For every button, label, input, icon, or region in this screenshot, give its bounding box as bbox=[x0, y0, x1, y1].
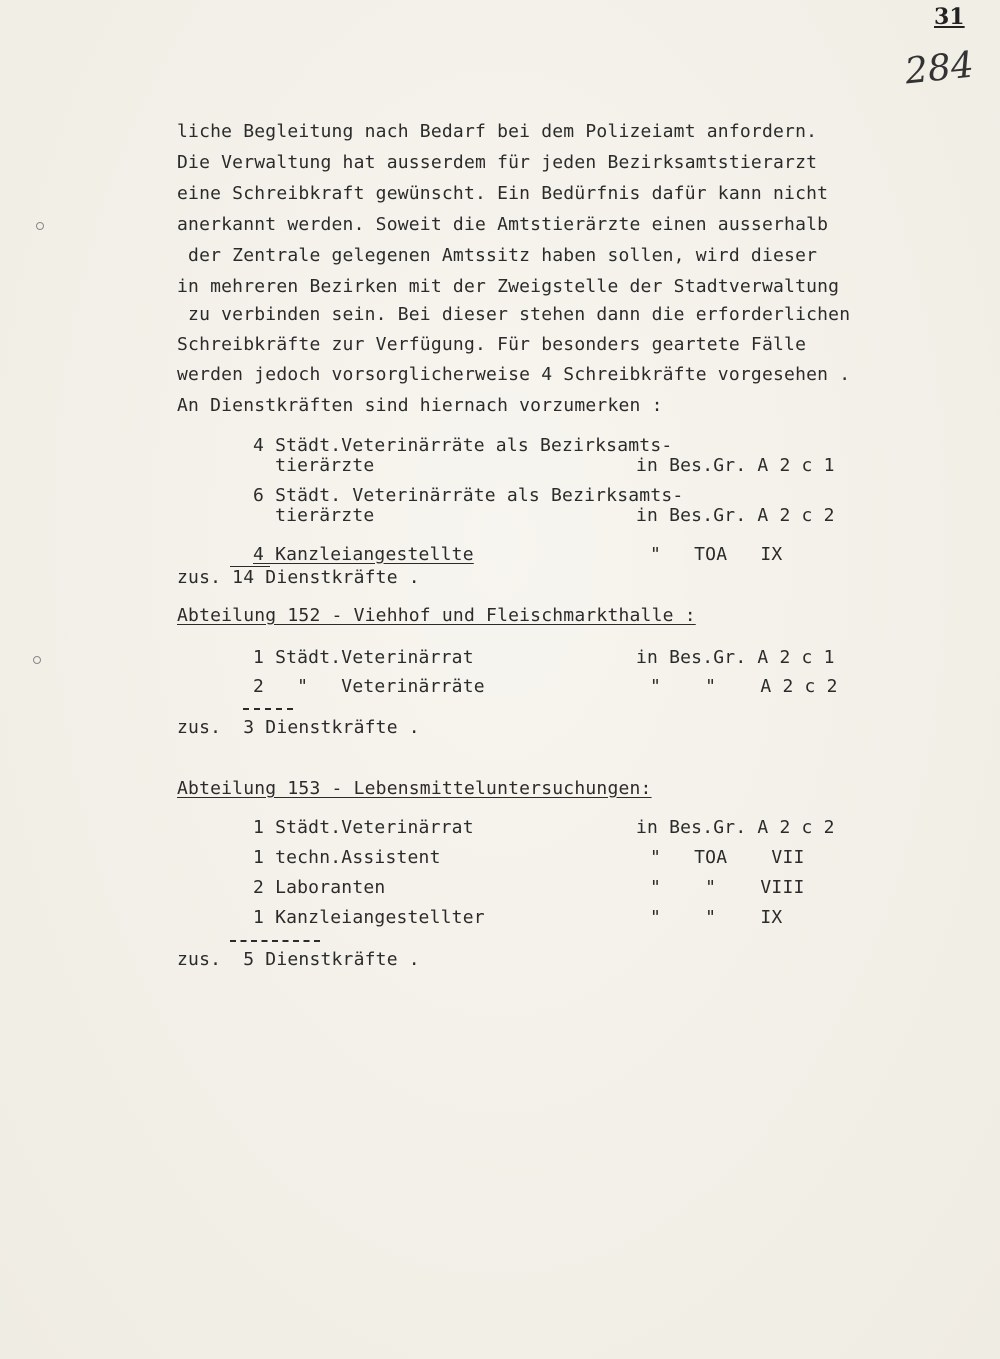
staff-row-grade: " " IX bbox=[650, 907, 783, 928]
staff-row-grade: " TOA VII bbox=[650, 847, 805, 868]
sum-rule bbox=[243, 708, 293, 710]
staff-row-grade: in Bes.Gr. A 2 c 1 bbox=[636, 455, 835, 476]
staff-row-line: 2 Laboranten bbox=[253, 877, 386, 898]
staff-row-line: 1 Kanzleiangestellter bbox=[253, 907, 485, 928]
staff-row-grade: " " VIII bbox=[650, 877, 805, 898]
paragraph-line: werden jedoch vorsorglicherweise 4 Schreibkräfte vorgesehen . bbox=[177, 364, 851, 385]
paragraph-line: Schreibkräfte zur Verfügung. Für besonders geartete Fälle bbox=[177, 334, 807, 355]
margin-mark bbox=[36, 222, 44, 230]
section-total: zus. 5 Dienstkräfte . bbox=[177, 949, 420, 970]
paragraph-line: in mehreren Bezirken mit der Zweigstelle der Stadtverwaltung bbox=[177, 276, 840, 297]
section-total: zus. 14 Dienstkräfte . bbox=[177, 567, 420, 588]
paragraph-line: liche Begleitung nach Bedarf bei dem Polizeiamt anfordern. bbox=[177, 121, 818, 142]
paragraph-line: anerkannt werden. Soweit die Amtstierärzte einen ausserhalb bbox=[177, 214, 829, 235]
paragraph-line: zu verbinden sein. Bei dieser stehen dann die erforderlichen bbox=[177, 304, 851, 325]
margin-mark bbox=[33, 656, 41, 664]
staff-row-grade: " TOA IX bbox=[650, 544, 783, 565]
section-total: zus. 3 Dienstkräfte . bbox=[177, 717, 420, 738]
paragraph-line: eine Schreibkraft gewünscht. Ein Bedürfnis dafür kann nicht bbox=[177, 183, 829, 204]
staff-row-line: 1 Städt.Veterinärrat bbox=[253, 647, 474, 668]
staff-row-line: tierärzte bbox=[253, 455, 375, 476]
staff-row-line: 6 Städt. Veterinärräte als Bezirksamts- bbox=[253, 485, 684, 506]
staff-row-grade: in Bes.Gr. A 2 c 2 bbox=[636, 817, 835, 838]
staff-row-line: 4 Kanzleiangestellte bbox=[253, 544, 474, 565]
staff-row-grade: in Bes.Gr. A 2 c 1 bbox=[636, 647, 835, 668]
section-heading: Abteilung 152 - Viehhof und Fleischmarkthalle : bbox=[177, 605, 696, 626]
staff-row-grade: in Bes.Gr. A 2 c 2 bbox=[636, 505, 835, 526]
paragraph-line: der Zentrale gelegenen Amtssitz haben sollen, wird dieser bbox=[177, 245, 818, 266]
typed-page-number: 31 bbox=[934, 4, 965, 30]
sum-rule bbox=[230, 940, 320, 942]
staff-row-line: tierärzte bbox=[253, 505, 375, 526]
staff-row-line: 1 Städt.Veterinärrat bbox=[253, 817, 474, 838]
paragraph-line: An Dienstkräften sind hiernach vorzumerken : bbox=[177, 395, 663, 416]
section-heading: Abteilung 153 - Lebensmitteluntersuchungen: bbox=[177, 778, 652, 799]
staff-row-line: 4 Städt.Veterinärräte als Bezirksamts- bbox=[253, 435, 673, 456]
handwritten-page-number: 284 bbox=[903, 44, 976, 93]
staff-row-line: 1 techn.Assistent bbox=[253, 847, 441, 868]
staff-row-grade: " " A 2 c 2 bbox=[650, 676, 838, 697]
paragraph-line: Die Verwaltung hat ausserdem für jeden Bezirksamtstierarzt bbox=[177, 152, 818, 173]
staff-row-line: 2 " Veterinärräte bbox=[253, 676, 485, 697]
